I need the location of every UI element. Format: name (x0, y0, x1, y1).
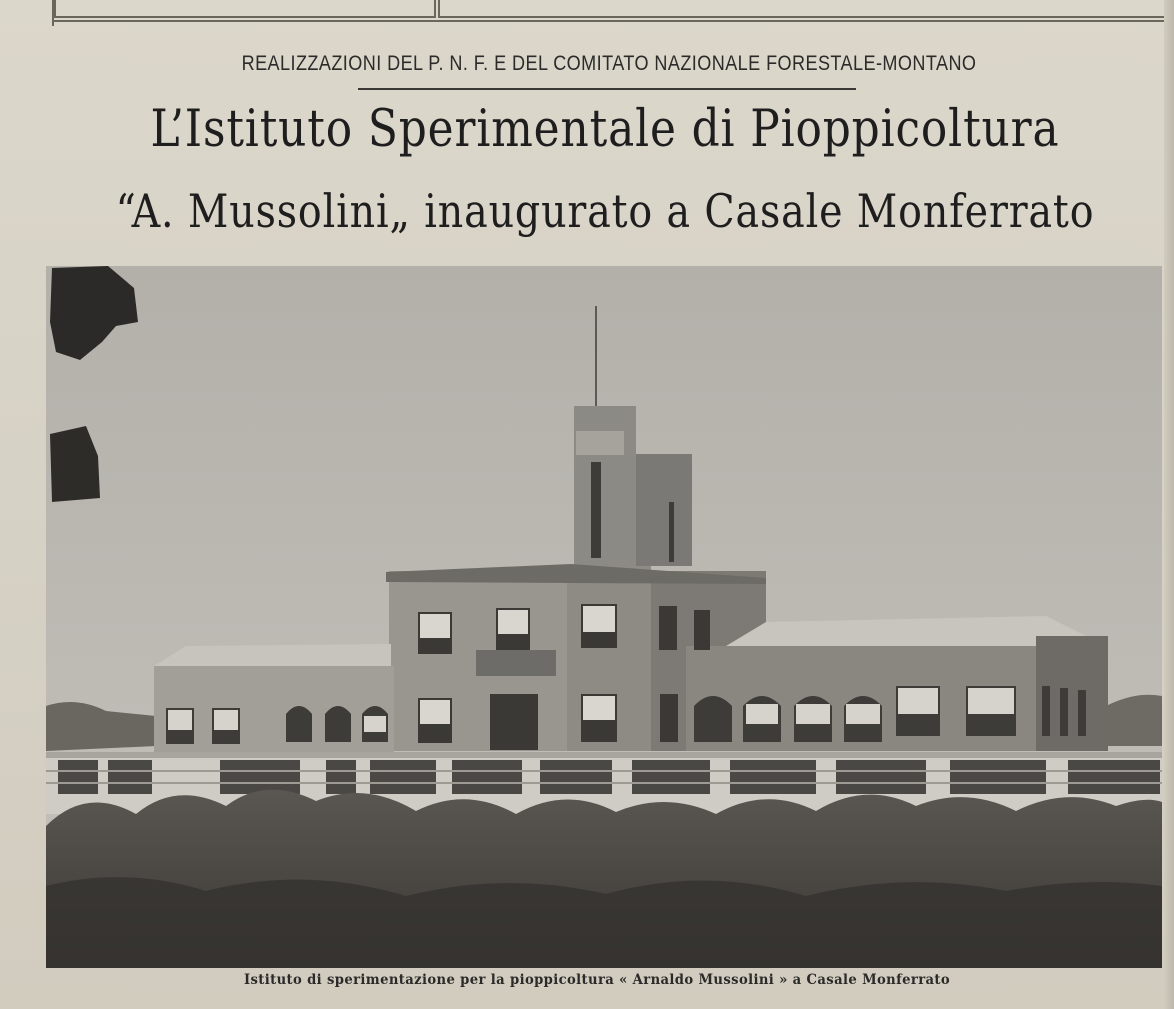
article-kicker: REALIZZAZIONI DEL P. N. F. E DEL COMITATO NAZIONALE FORESTALE-MONTANO (241, 52, 977, 75)
article-photograph (46, 266, 1162, 968)
column-box-left (54, 0, 436, 18)
top-rule-line (54, 20, 1174, 22)
column-box-right (438, 0, 1172, 18)
kicker-underline (358, 88, 856, 90)
headline-line-2: “A. Mussolini„ inaugurato a Casale Monferrato (115, 184, 1095, 238)
page-edge-shadow (1164, 0, 1174, 1009)
headline-line-1: L’Istituto Sperimentale di Pioppicoltura (150, 100, 1060, 159)
top-column-rules (52, 0, 1174, 26)
photo-caption: Istituto di sperimentazione per la pioppicoltura « Arnaldo Mussolini » a Casale Monferrato (243, 972, 951, 988)
